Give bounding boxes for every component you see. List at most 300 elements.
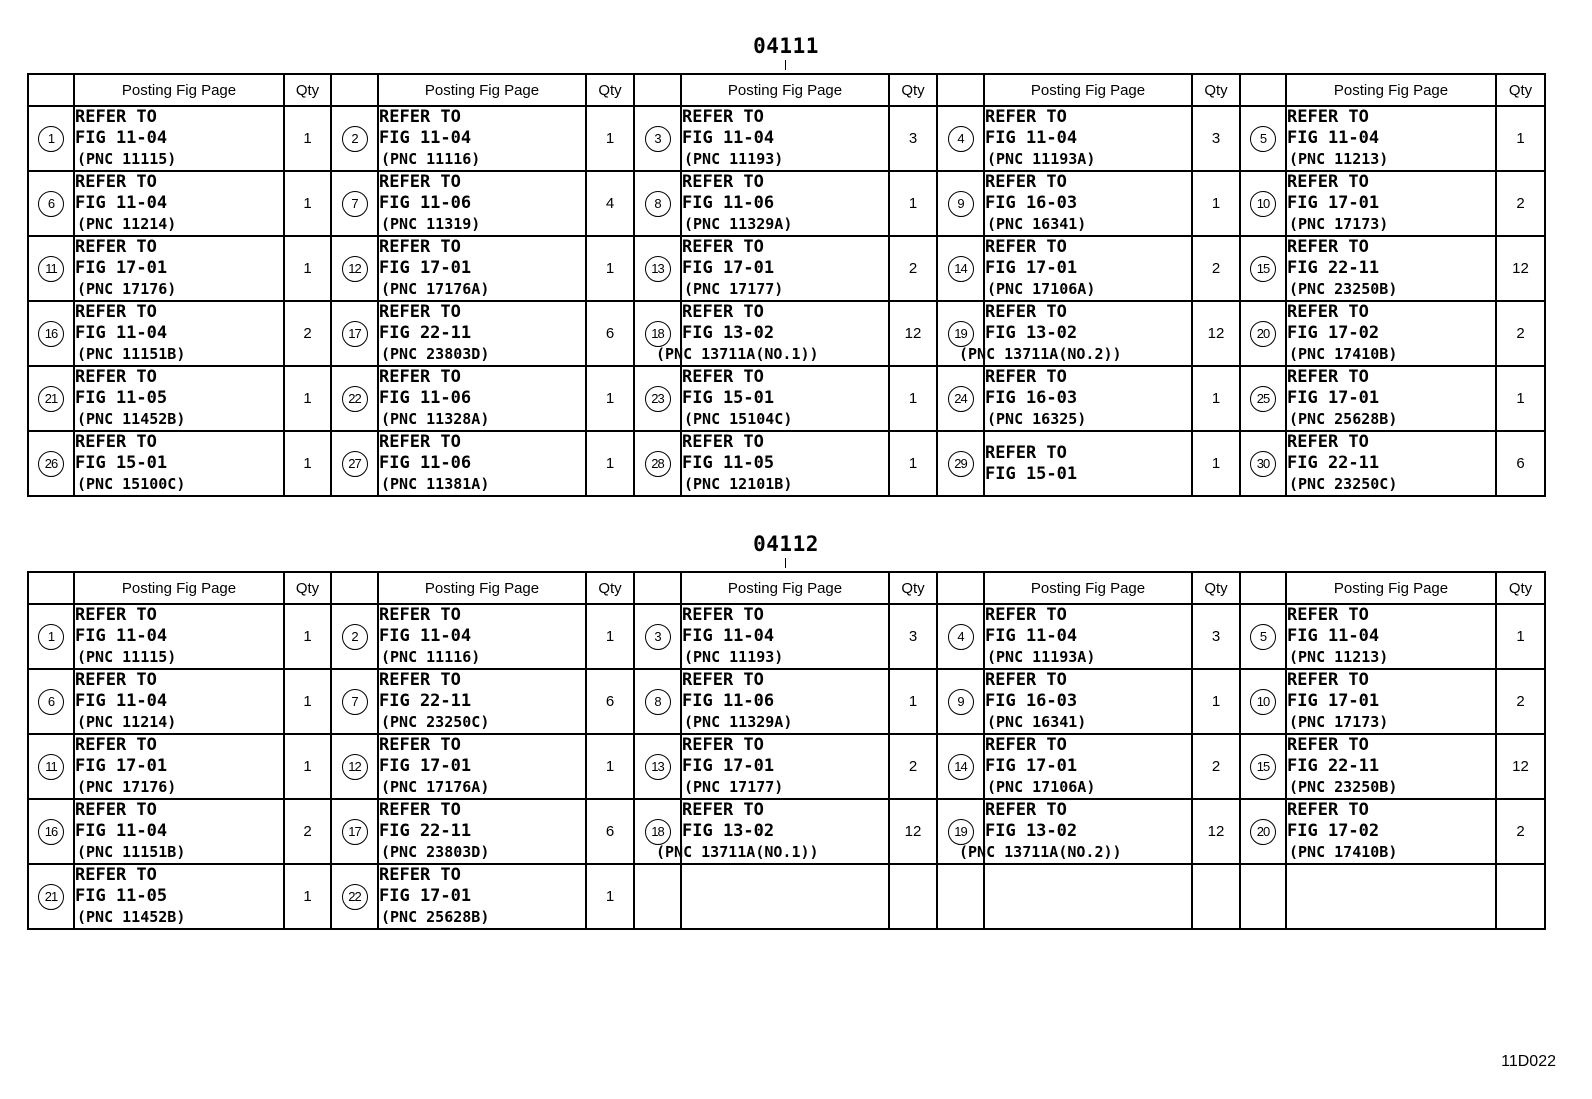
header-qty: Qty xyxy=(1192,74,1240,106)
item-number-badge: 30 xyxy=(1250,451,1276,477)
posting-ref-cell xyxy=(681,236,889,301)
posting-ref-cell xyxy=(74,171,284,236)
item-number-badge: 24 xyxy=(948,386,974,412)
table-row xyxy=(28,236,1545,301)
refer-to-label: REFER TO xyxy=(379,172,461,192)
qty-cell: 4 xyxy=(586,171,634,236)
pnc-code: (PNC 11193A) xyxy=(987,648,1096,666)
posting-ref-cell xyxy=(378,171,586,236)
fig-page-ref: FIG 11-04 xyxy=(75,323,168,343)
item-number-cell xyxy=(937,236,984,301)
qty-cell: 1 xyxy=(586,431,634,496)
refer-to-label: REFER TO xyxy=(75,302,157,322)
fig-page-ref: FIG 11-05 xyxy=(682,453,775,473)
table-row xyxy=(28,669,1545,734)
posting-ref-cell xyxy=(74,301,284,366)
pnc-code: (PNC 16341) xyxy=(987,215,1087,233)
refer-to-label: REFER TO xyxy=(985,800,1067,820)
refer-to-label: REFER TO xyxy=(985,670,1067,690)
item-number-badge: 15 xyxy=(1250,754,1276,780)
qty-cell: 1 xyxy=(586,106,634,171)
header-row xyxy=(28,572,1545,604)
empty-posting-cell xyxy=(681,864,889,929)
item-number-cell xyxy=(937,734,984,799)
pnc-code: (PNC 11193) xyxy=(684,150,784,168)
header-number-blank xyxy=(1240,74,1286,106)
item-number-cell xyxy=(634,431,681,496)
item-number-cell xyxy=(1240,106,1286,171)
item-number-cell xyxy=(331,734,378,799)
posting-ref-cell xyxy=(378,431,586,496)
posting-ref-cell xyxy=(1286,366,1496,431)
item-number-cell xyxy=(28,431,74,496)
fig-page-ref: FIG 22-11 xyxy=(379,821,472,841)
refer-to-label: REFER TO xyxy=(985,735,1067,755)
item-number-badge: 28 xyxy=(645,451,671,477)
refer-to-label: REFER TO xyxy=(985,442,1067,463)
empty-number-cell xyxy=(937,864,984,929)
posting-ref-cell xyxy=(681,106,889,171)
item-number-cell xyxy=(331,864,378,929)
fig-page-ref: FIG 11-04 xyxy=(985,626,1078,646)
header-qty: Qty xyxy=(1496,572,1545,604)
refer-to-label: REFER TO xyxy=(75,172,157,192)
item-number-cell xyxy=(28,864,74,929)
item-number-badge: 11 xyxy=(38,754,64,780)
item-number-badge: 17 xyxy=(342,819,368,845)
item-number-cell xyxy=(1240,301,1286,366)
item-number-badge: 20 xyxy=(1250,819,1276,845)
empty-number-cell xyxy=(634,864,681,929)
refer-to-label: REFER TO xyxy=(379,735,461,755)
qty-cell: 1 xyxy=(586,734,634,799)
item-number-badge: 4 xyxy=(948,126,974,152)
header-number-blank xyxy=(937,74,984,106)
qty-cell: 3 xyxy=(1192,106,1240,171)
item-number-cell xyxy=(28,171,74,236)
pnc-code: (PNC 17410B) xyxy=(1289,345,1398,363)
qty-cell: 2 xyxy=(1496,669,1545,734)
item-number-cell xyxy=(331,301,378,366)
refer-to-label: REFER TO xyxy=(379,302,461,322)
item-number-cell xyxy=(1240,734,1286,799)
fig-page-ref: FIG 17-01 xyxy=(985,756,1078,776)
pnc-code: (PNC 23250B) xyxy=(1289,778,1398,796)
item-number-badge: 7 xyxy=(342,689,368,715)
refer-to-label: REFER TO xyxy=(985,367,1067,387)
item-number-badge: 14 xyxy=(948,256,974,282)
pnc-code: (PNC 11328A) xyxy=(381,410,490,428)
header-posting-fig-page: Posting Fig Page xyxy=(1286,74,1496,106)
header-posting-fig-page: Posting Fig Page xyxy=(681,572,889,604)
fig-page-ref: FIG 22-11 xyxy=(379,691,472,711)
fig-page-ref: FIG 11-06 xyxy=(682,691,775,711)
item-number-cell xyxy=(28,301,74,366)
refer-to-label: REFER TO xyxy=(1287,735,1369,755)
refer-to-label: REFER TO xyxy=(75,605,157,625)
item-number-badge: 2 xyxy=(342,624,368,650)
qty-cell: 1 xyxy=(1192,366,1240,431)
item-number-cell xyxy=(28,669,74,734)
fig-page-ref: FIG 17-01 xyxy=(682,258,775,278)
item-number-badge: 5 xyxy=(1250,624,1276,650)
refer-to-label: REFER TO xyxy=(682,302,764,322)
qty-cell: 3 xyxy=(1192,604,1240,669)
item-number-cell xyxy=(634,734,681,799)
header-number-blank xyxy=(331,74,378,106)
pnc-code: (PNC 11329A) xyxy=(684,713,793,731)
empty-qty-cell xyxy=(889,864,937,929)
fig-page-ref: FIG 11-06 xyxy=(379,193,472,213)
posting-ref-cell xyxy=(681,604,889,669)
pnc-code: (PNC 17176A) xyxy=(381,280,490,298)
posting-ref-cell xyxy=(74,431,284,496)
qty-cell: 1 xyxy=(284,366,331,431)
table-row xyxy=(28,734,1545,799)
item-number-badge: 1 xyxy=(38,624,64,650)
refer-to-label: REFER TO xyxy=(75,670,157,690)
item-number-cell xyxy=(331,431,378,496)
pnc-code: (PNC 11151B) xyxy=(77,843,186,861)
item-number-badge: 18 xyxy=(645,321,671,347)
posting-ref-cell xyxy=(74,236,284,301)
posting-ref-cell xyxy=(1286,669,1496,734)
refer-to-label: REFER TO xyxy=(985,107,1067,127)
pnc-code: (PNC 23803D) xyxy=(381,345,490,363)
item-number-cell xyxy=(937,431,984,496)
pnc-code: (PNC 13711A(NO.2)) xyxy=(959,843,1122,861)
pnc-code: (PNC 11319) xyxy=(381,215,481,233)
item-number-badge: 18 xyxy=(645,819,671,845)
section-title: 04112 xyxy=(753,532,819,556)
fig-page-ref: FIG 11-04 xyxy=(379,128,472,148)
fig-page-ref: FIG 13-02 xyxy=(985,821,1078,841)
item-number-cell xyxy=(28,604,74,669)
refer-to-label: REFER TO xyxy=(379,800,461,820)
item-number-badge: 3 xyxy=(645,624,671,650)
item-number-cell xyxy=(634,604,681,669)
item-number-badge: 26 xyxy=(38,451,64,477)
item-number-badge: 21 xyxy=(38,884,64,910)
header-qty: Qty xyxy=(1496,74,1545,106)
posting-ref-cell xyxy=(681,669,889,734)
fig-page-ref: FIG 11-04 xyxy=(379,626,472,646)
item-number-cell xyxy=(634,236,681,301)
fig-page-ref: FIG 11-04 xyxy=(75,691,168,711)
header-number-blank xyxy=(937,572,984,604)
posting-ref-cell xyxy=(1286,106,1496,171)
pnc-code: (PNC 17106A) xyxy=(987,280,1096,298)
qty-cell: 12 xyxy=(1192,799,1240,864)
refer-to-label: REFER TO xyxy=(682,367,764,387)
fig-page-ref: FIG 17-01 xyxy=(1287,691,1380,711)
pnc-code: (PNC 17173) xyxy=(1289,215,1389,233)
qty-cell: 1 xyxy=(889,431,937,496)
posting-ref-cell xyxy=(1286,604,1496,669)
item-number-cell xyxy=(937,171,984,236)
qty-cell: 1 xyxy=(1496,106,1545,171)
header-posting-fig-page: Posting Fig Page xyxy=(681,74,889,106)
posting-ref-cell xyxy=(378,366,586,431)
posting-ref-cell xyxy=(681,431,889,496)
refer-to-label: REFER TO xyxy=(75,800,157,820)
empty-number-cell xyxy=(1240,864,1286,929)
item-number-badge: 16 xyxy=(38,819,64,845)
fig-page-ref: FIG 11-05 xyxy=(75,388,168,408)
pnc-code: (PNC 11116) xyxy=(381,150,481,168)
fig-page-ref: FIG 17-01 xyxy=(75,756,168,776)
refer-to-label: REFER TO xyxy=(379,432,461,452)
qty-cell: 1 xyxy=(284,236,331,301)
qty-cell: 1 xyxy=(284,669,331,734)
pnc-code: (PNC 11213) xyxy=(1289,648,1389,666)
qty-cell: 3 xyxy=(889,106,937,171)
fig-page-ref: FIG 11-04 xyxy=(75,193,168,213)
header-posting-fig-page: Posting Fig Page xyxy=(378,572,586,604)
header-row xyxy=(28,74,1545,106)
refer-to-label: REFER TO xyxy=(1287,605,1369,625)
item-number-badge: 13 xyxy=(645,754,671,780)
item-number-cell xyxy=(1240,669,1286,734)
section-title: 04111 xyxy=(753,34,819,58)
item-number-cell xyxy=(937,106,984,171)
item-number-cell xyxy=(1240,799,1286,864)
header-qty: Qty xyxy=(889,572,937,604)
posting-ref-cell xyxy=(74,604,284,669)
fig-page-ref: FIG 17-02 xyxy=(1287,821,1380,841)
pnc-code: (PNC 11213) xyxy=(1289,150,1389,168)
header-number-blank xyxy=(634,572,681,604)
refer-to-label: REFER TO xyxy=(75,367,157,387)
refer-to-label: REFER TO xyxy=(682,432,764,452)
item-number-cell xyxy=(331,669,378,734)
fig-page-ref: FIG 22-11 xyxy=(1287,453,1380,473)
qty-cell: 1 xyxy=(586,864,634,929)
fig-page-ref: FIG 15-01 xyxy=(985,463,1078,484)
refer-to-label: REFER TO xyxy=(75,107,157,127)
refer-to-label: REFER TO xyxy=(1287,432,1369,452)
pnc-code: (PNC 17177) xyxy=(684,778,784,796)
posting-ref-cell xyxy=(378,236,586,301)
pnc-code: (PNC 23803D) xyxy=(381,843,490,861)
qty-cell: 6 xyxy=(586,301,634,366)
illustration-code: 11D022 xyxy=(1501,1053,1556,1070)
qty-cell: 1 xyxy=(1192,171,1240,236)
header-posting-fig-page: Posting Fig Page xyxy=(378,74,586,106)
fig-page-ref: FIG 16-03 xyxy=(985,193,1078,213)
table-row xyxy=(28,604,1545,669)
posting-ref-cell xyxy=(984,734,1192,799)
pnc-code: (PNC 11116) xyxy=(381,648,481,666)
item-number-badge: 14 xyxy=(948,754,974,780)
item-number-badge: 12 xyxy=(342,754,368,780)
item-number-badge: 10 xyxy=(1250,689,1276,715)
item-number-badge: 20 xyxy=(1250,321,1276,347)
item-number-badge: 21 xyxy=(38,386,64,412)
pnc-code: (PNC 16325) xyxy=(987,410,1087,428)
parts-table-04111 xyxy=(27,73,1546,497)
pnc-code: (PNC 23250B) xyxy=(1289,280,1398,298)
pnc-code: (PNC 11151B) xyxy=(77,345,186,363)
item-number-cell xyxy=(1240,431,1286,496)
pnc-code: (PNC 11214) xyxy=(77,215,177,233)
fig-page-ref: FIG 13-02 xyxy=(682,323,775,343)
refer-to-label: REFER TO xyxy=(1287,237,1369,257)
refer-to-label: REFER TO xyxy=(379,237,461,257)
refer-to-label: REFER TO xyxy=(379,367,461,387)
qty-cell: 1 xyxy=(889,171,937,236)
item-number-badge: 12 xyxy=(342,256,368,282)
pnc-code: (PNC 12101B) xyxy=(684,475,793,493)
refer-to-label: REFER TO xyxy=(1287,302,1369,322)
refer-to-label: REFER TO xyxy=(1287,670,1369,690)
item-number-badge: 6 xyxy=(38,191,64,217)
item-number-badge: 29 xyxy=(948,451,974,477)
qty-cell: 1 xyxy=(889,366,937,431)
header-posting-fig-page: Posting Fig Page xyxy=(1286,572,1496,604)
fig-page-ref: FIG 11-04 xyxy=(682,128,775,148)
posting-ref-cell xyxy=(984,669,1192,734)
posting-ref-cell xyxy=(378,604,586,669)
posting-ref-cell xyxy=(984,431,1192,496)
refer-to-label: REFER TO xyxy=(379,865,461,885)
posting-ref-cell xyxy=(681,171,889,236)
qty-cell: 1 xyxy=(284,171,331,236)
fig-page-ref: FIG 11-06 xyxy=(379,388,472,408)
refer-to-label: REFER TO xyxy=(379,107,461,127)
qty-cell: 12 xyxy=(1192,301,1240,366)
header-qty: Qty xyxy=(284,572,331,604)
pnc-code: (PNC 17176) xyxy=(77,778,177,796)
refer-to-label: REFER TO xyxy=(379,605,461,625)
qty-cell: 12 xyxy=(889,301,937,366)
posting-ref-cell xyxy=(74,366,284,431)
fig-page-ref: FIG 11-06 xyxy=(682,193,775,213)
item-number-cell xyxy=(1240,236,1286,301)
item-number-cell xyxy=(331,236,378,301)
qty-cell: 1 xyxy=(889,669,937,734)
item-number-cell xyxy=(331,799,378,864)
refer-to-label: REFER TO xyxy=(682,735,764,755)
empty-qty-cell xyxy=(1496,864,1545,929)
empty-qty-cell xyxy=(1192,864,1240,929)
item-number-badge: 22 xyxy=(342,884,368,910)
refer-to-label: REFER TO xyxy=(682,107,764,127)
item-number-cell xyxy=(634,366,681,431)
header-number-blank xyxy=(331,572,378,604)
item-number-badge: 16 xyxy=(38,321,64,347)
posting-ref-cell xyxy=(74,669,284,734)
item-number-cell xyxy=(28,734,74,799)
posting-ref-cell xyxy=(984,604,1192,669)
item-number-cell xyxy=(1240,604,1286,669)
item-number-badge: 22 xyxy=(342,386,368,412)
qty-cell: 1 xyxy=(1192,431,1240,496)
posting-ref-cell xyxy=(984,106,1192,171)
posting-ref-cell xyxy=(681,734,889,799)
posting-ref-cell xyxy=(74,106,284,171)
item-number-cell xyxy=(28,799,74,864)
table-row xyxy=(28,106,1545,171)
table-row xyxy=(28,799,1545,864)
table-row xyxy=(28,431,1545,496)
posting-ref-cell xyxy=(1286,171,1496,236)
header-number-blank xyxy=(28,572,74,604)
fig-page-ref: FIG 11-04 xyxy=(682,626,775,646)
pnc-code: (PNC 11115) xyxy=(77,648,177,666)
fig-page-ref: FIG 17-01 xyxy=(379,886,472,906)
pnc-code: (PNC 11193A) xyxy=(987,150,1096,168)
pnc-code: (PNC 11452B) xyxy=(77,410,186,428)
item-number-badge: 8 xyxy=(645,689,671,715)
qty-cell: 3 xyxy=(889,604,937,669)
header-qty: Qty xyxy=(586,572,634,604)
item-number-cell xyxy=(28,236,74,301)
fig-page-ref: FIG 13-02 xyxy=(985,323,1078,343)
item-number-cell xyxy=(937,366,984,431)
qty-cell: 2 xyxy=(1496,171,1545,236)
fig-page-ref: FIG 16-03 xyxy=(985,691,1078,711)
fig-page-ref: FIG 11-06 xyxy=(379,453,472,473)
item-number-badge: 7 xyxy=(342,191,368,217)
qty-cell: 1 xyxy=(586,604,634,669)
item-number-badge: 15 xyxy=(1250,256,1276,282)
item-number-badge: 6 xyxy=(38,689,64,715)
item-number-cell xyxy=(634,669,681,734)
item-number-cell xyxy=(28,106,74,171)
header-posting-fig-page: Posting Fig Page xyxy=(984,572,1192,604)
refer-to-label: REFER TO xyxy=(1287,172,1369,192)
fig-page-ref: FIG 15-01 xyxy=(682,388,775,408)
qty-cell: 12 xyxy=(1496,734,1545,799)
pnc-code: (PNC 11452B) xyxy=(77,908,186,926)
item-number-badge: 13 xyxy=(645,256,671,282)
item-number-badge: 19 xyxy=(948,819,974,845)
pnc-code: (PNC 17410B) xyxy=(1289,843,1398,861)
posting-ref-cell xyxy=(378,799,586,864)
item-number-cell xyxy=(634,106,681,171)
table-row xyxy=(28,864,1545,929)
pnc-code: (PNC 11214) xyxy=(77,713,177,731)
refer-to-label: REFER TO xyxy=(682,172,764,192)
pnc-code: (PNC 13711A(NO.2)) xyxy=(959,345,1122,363)
item-number-cell xyxy=(937,669,984,734)
pnc-code: (PNC 13711A(NO.1)) xyxy=(656,843,819,861)
qty-cell: 1 xyxy=(586,236,634,301)
fig-page-ref: FIG 22-11 xyxy=(1287,756,1380,776)
pnc-code: (PNC 11115) xyxy=(77,150,177,168)
fig-page-ref: FIG 17-01 xyxy=(1287,388,1380,408)
header-qty: Qty xyxy=(284,74,331,106)
posting-ref-cell xyxy=(378,669,586,734)
fig-page-ref: FIG 16-03 xyxy=(985,388,1078,408)
qty-cell: 2 xyxy=(1496,301,1545,366)
posting-ref-cell xyxy=(984,236,1192,301)
fig-page-ref: FIG 17-01 xyxy=(75,258,168,278)
item-number-badge: 8 xyxy=(645,191,671,217)
posting-ref-cell xyxy=(378,301,586,366)
qty-cell: 2 xyxy=(889,236,937,301)
pnc-code: (PNC 15104C) xyxy=(684,410,793,428)
item-number-badge: 4 xyxy=(948,624,974,650)
refer-to-label: REFER TO xyxy=(985,172,1067,192)
posting-ref-cell xyxy=(1286,799,1496,864)
fig-page-ref: FIG 17-01 xyxy=(985,258,1078,278)
title-tick xyxy=(785,558,786,568)
fig-page-ref: FIG 22-11 xyxy=(1287,258,1380,278)
posting-ref-cell xyxy=(74,864,284,929)
qty-cell: 1 xyxy=(1192,669,1240,734)
